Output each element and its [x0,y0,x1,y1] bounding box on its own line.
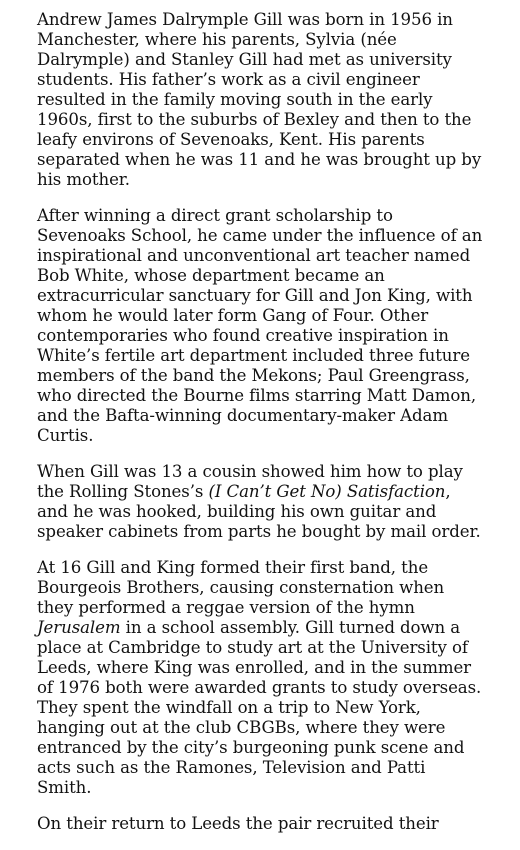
song-title: (I Can’t Get No) Satisfaction [208,482,446,501]
paragraph-guitar [37,462,483,542]
paragraph-birth: Andrew James Dalrymple Gill was born in 1956 in Manchester, where his parents, Sylvia (née Dalrymple) and Stanley Gill had met as university students. His father’s work as a civil engineer resulted in the family moving south in the early 1960s, first to the suburbs of Bexley and then to the leafy environs of Sevenoaks, Kent. His parents separated when he was 11 and he was brought up by his mother. [37,10,482,189]
paragraph-guitar-text-end: , and he was hooked, building his own guitar and speaker cabinets from parts he bought by mail order. [37,482,481,541]
paragraph-first-band-text-end: in a school assembly. Gill turned down a place at Cambridge to study art at the University of Leeds, where King was enrolled, and in the summer of 1976 both were awarded grants to study overseas. They spent the windfall on a trip to New York, hanging out at the club CBGBs, where they were entranced by the city’s burgeoning punk scene and acts such as the Ramones, Television and Patti Smith. [37,618,482,797]
paragraph-first-band-text-start: At 16 Gill and King formed their first band, the Bourgeois Brothers, causing consternation when they performed a reggae version of the hymn [37,558,445,617]
paragraph-guitar-text-start: When Gill was 13 a cousin showed him how to play the Rolling Stones’s [37,462,463,501]
paragraph-return-leeds: On their return to Leeds the pair recruited their [37,814,439,833]
hymn-title: Jerusalem [37,618,121,637]
article-body [37,10,483,850]
paragraph-first-band [37,558,483,798]
paragraph-school: After winning a direct grant scholarship to Sevenoaks School, he came under the influence of an inspirational and unconventional art teacher named Bob White, whose department became an extracurricular sanctuary for Gill and Jon King, with whom he would later form Gang of Four. Other contemporaries who found creative inspiration in White’s fertile art department included three future members of the band the Mekons; Paul Greengrass, who directed the Bourne films starring Matt Damon, and the Bafta-winning documentary-maker Adam Curtis. [37,206,483,445]
